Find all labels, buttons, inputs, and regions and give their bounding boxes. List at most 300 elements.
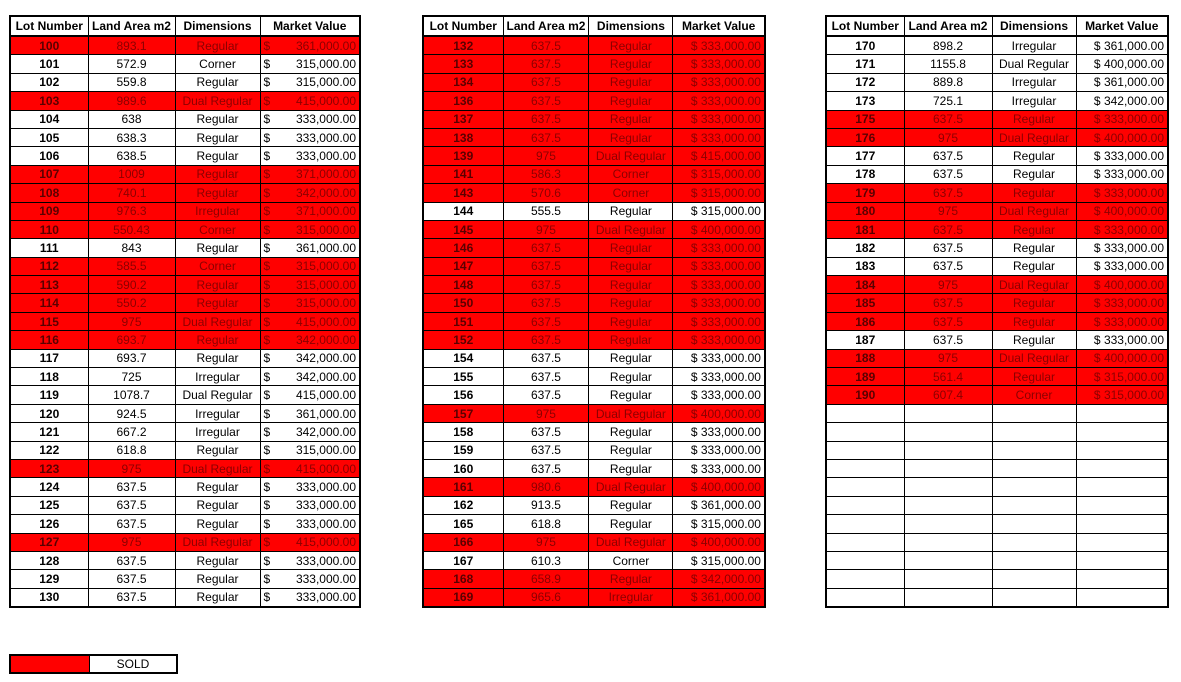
market-value-cell — [1076, 404, 1168, 422]
market-value-cell — [1076, 220, 1168, 238]
lot-number-cell: 115 — [10, 312, 88, 330]
dimensions-cell: Regular — [589, 331, 673, 349]
table-row — [10, 128, 360, 146]
table-row — [826, 239, 1168, 257]
table-row — [826, 165, 1168, 183]
currency-symbol: $ — [690, 277, 698, 292]
land-area-cell — [904, 551, 992, 569]
market-value-cell — [1076, 202, 1168, 220]
table-row — [826, 349, 1168, 367]
market-value-cell — [260, 36, 360, 55]
header-land-area: Land Area m2 — [904, 16, 992, 36]
table-row — [10, 110, 360, 128]
market-value-amount: 333,000.00 — [295, 590, 356, 605]
currency-symbol: $ — [690, 296, 698, 311]
table-row — [423, 220, 765, 238]
market-value-amount: 361,000.00 — [700, 498, 761, 513]
currency-symbol: $ — [690, 149, 698, 164]
dimensions-cell: Regular — [175, 331, 260, 349]
land-area-cell: 637.5 — [503, 312, 589, 330]
land-area-cell: 610.3 — [503, 551, 589, 569]
lot-number-cell: 176 — [826, 128, 904, 146]
land-area-cell: 637.5 — [503, 92, 589, 110]
currency-symbol: $ — [690, 553, 698, 568]
market-value-cell — [1076, 165, 1168, 183]
land-area-cell — [904, 588, 992, 607]
table-row — [826, 73, 1168, 91]
lot-number-cell: 123 — [10, 459, 88, 477]
currency-symbol: $ — [1093, 277, 1101, 292]
currency-symbol: $ — [690, 75, 698, 90]
lot-number-cell: 133 — [423, 55, 503, 73]
dimensions-cell: Irregular — [589, 588, 673, 607]
market-value-amount: 333,000.00 — [295, 130, 356, 145]
land-area-cell: 638.5 — [88, 147, 175, 165]
market-value-cell — [1076, 496, 1168, 514]
table-row — [10, 55, 360, 73]
table-row — [826, 312, 1168, 330]
lot-number-cell — [826, 478, 904, 496]
land-area-cell — [904, 441, 992, 459]
table-row — [826, 459, 1168, 477]
land-area-cell: 725 — [88, 368, 175, 386]
land-area-cell: 965.6 — [503, 588, 589, 607]
lot-number-cell: 165 — [423, 515, 503, 533]
table-row — [423, 404, 765, 422]
lot-number-cell: 167 — [423, 551, 503, 569]
market-value-amount: 333,000.00 — [1103, 222, 1164, 237]
market-value-cell — [673, 165, 765, 183]
table-row — [826, 202, 1168, 220]
dimensions-cell: Dual Regular — [175, 92, 260, 110]
market-value-cell — [673, 73, 765, 91]
table-row — [10, 294, 360, 312]
lot-number-cell: 139 — [423, 147, 503, 165]
lot-table-1 — [9, 15, 361, 608]
currency-symbol: $ — [1093, 57, 1101, 72]
land-area-cell: 924.5 — [88, 404, 175, 422]
currency-symbol: $ — [263, 38, 271, 53]
market-value-amount: 333,000.00 — [1103, 167, 1164, 182]
currency-symbol: $ — [263, 149, 271, 164]
market-value-cell — [260, 423, 360, 441]
dimensions-cell: Regular — [589, 36, 673, 55]
table-row — [423, 349, 765, 367]
table-row — [10, 220, 360, 238]
market-value-cell — [1076, 147, 1168, 165]
market-value-amount: 333,000.00 — [700, 369, 761, 384]
lot-number-cell: 150 — [423, 294, 503, 312]
market-value-amount: 342,000.00 — [295, 369, 356, 384]
market-value-cell — [1076, 423, 1168, 441]
market-value-cell — [1076, 92, 1168, 110]
land-area-cell: 913.5 — [503, 496, 589, 514]
market-value-amount: 315,000.00 — [295, 57, 356, 72]
lot-number-cell — [826, 423, 904, 441]
market-value-amount: 415,000.00 — [295, 93, 356, 108]
land-area-cell: 667.2 — [88, 423, 175, 441]
market-value-cell — [1076, 386, 1168, 404]
lot-number-cell — [826, 496, 904, 514]
dimensions-cell: Regular — [992, 331, 1076, 349]
currency-symbol: $ — [690, 590, 698, 605]
currency-symbol: $ — [690, 461, 698, 476]
land-area-cell: 637.5 — [503, 36, 589, 55]
lot-number-cell: 125 — [10, 496, 88, 514]
table-row — [423, 368, 765, 386]
header-dimensions: Dimensions — [992, 16, 1076, 36]
table-row — [10, 515, 360, 533]
market-value-amount: 333,000.00 — [700, 461, 761, 476]
market-value-cell — [1076, 349, 1168, 367]
lot-number-cell: 171 — [826, 55, 904, 73]
market-value-cell — [673, 570, 765, 588]
land-area-cell: 607.4 — [904, 386, 992, 404]
market-value-amount: 400,000.00 — [1103, 57, 1164, 72]
sold-color-swatch — [10, 655, 90, 673]
dimensions-cell — [992, 588, 1076, 607]
market-value-amount: 315,000.00 — [295, 75, 356, 90]
currency-symbol: $ — [690, 424, 698, 439]
lot-number-cell: 156 — [423, 386, 503, 404]
market-value-amount: 342,000.00 — [295, 332, 356, 347]
market-value-amount: 400,000.00 — [700, 222, 761, 237]
sold-legend-label: SOLD — [90, 655, 178, 673]
header-land-area: Land Area m2 — [503, 16, 589, 36]
table-row — [10, 551, 360, 569]
currency-symbol: $ — [1093, 296, 1101, 311]
lot-number-cell: 155 — [423, 368, 503, 386]
dimensions-cell: Corner — [992, 386, 1076, 404]
lot-number-cell: 183 — [826, 257, 904, 275]
dimensions-cell: Regular — [175, 184, 260, 202]
table-row — [10, 331, 360, 349]
market-value-amount: 333,000.00 — [1103, 149, 1164, 164]
market-value-cell — [260, 515, 360, 533]
table-row — [423, 239, 765, 257]
lot-number-cell: 188 — [826, 349, 904, 367]
land-area-cell: 975 — [88, 312, 175, 330]
lot-number-cell: 138 — [423, 128, 503, 146]
currency-symbol: $ — [263, 535, 271, 550]
table-row — [826, 294, 1168, 312]
table-row — [423, 294, 765, 312]
market-value-amount: 333,000.00 — [700, 259, 761, 274]
dimensions-cell: Corner — [175, 257, 260, 275]
market-value-cell — [1076, 570, 1168, 588]
dimensions-cell: Dual Regular — [175, 459, 260, 477]
market-value-amount: 400,000.00 — [1103, 277, 1164, 292]
currency-symbol: $ — [263, 240, 271, 255]
market-value-amount: 333,000.00 — [295, 480, 356, 495]
currency-symbol: $ — [263, 296, 271, 311]
lot-number-cell: 106 — [10, 147, 88, 165]
currency-symbol: $ — [1093, 149, 1101, 164]
land-area-cell: 975 — [904, 349, 992, 367]
dimensions-cell: Regular — [589, 110, 673, 128]
market-value-amount: 333,000.00 — [1103, 240, 1164, 255]
currency-symbol: $ — [690, 388, 698, 403]
land-area-cell: 637.5 — [904, 110, 992, 128]
land-area-cell: 980.6 — [503, 478, 589, 496]
lot-number-cell: 147 — [423, 257, 503, 275]
market-value-cell — [260, 220, 360, 238]
land-area-cell: 975 — [503, 147, 589, 165]
land-area-cell: 590.2 — [88, 276, 175, 294]
market-value-amount: 342,000.00 — [295, 424, 356, 439]
market-value-amount: 333,000.00 — [700, 93, 761, 108]
market-value-amount: 400,000.00 — [1103, 351, 1164, 366]
market-value-amount: 333,000.00 — [1103, 296, 1164, 311]
market-value-amount: 415,000.00 — [295, 314, 356, 329]
market-value-amount: 333,000.00 — [700, 351, 761, 366]
market-value-amount: 415,000.00 — [295, 535, 356, 550]
currency-symbol: $ — [1093, 112, 1101, 127]
lot-number-cell: 187 — [826, 331, 904, 349]
lot-number-cell: 143 — [423, 184, 503, 202]
table-row — [826, 36, 1168, 55]
market-value-cell — [673, 331, 765, 349]
market-value-amount: 333,000.00 — [295, 516, 356, 531]
dimensions-cell: Regular — [589, 570, 673, 588]
market-value-amount: 333,000.00 — [1103, 112, 1164, 127]
dimensions-cell: Regular — [992, 239, 1076, 257]
market-value-amount: 315,000.00 — [295, 277, 356, 292]
dimensions-cell: Dual Regular — [992, 55, 1076, 73]
market-value-amount: 361,000.00 — [1103, 75, 1164, 90]
currency-symbol: $ — [263, 498, 271, 513]
table-row — [10, 239, 360, 257]
table-row — [10, 36, 360, 55]
market-value-amount: 415,000.00 — [295, 461, 356, 476]
table-row — [10, 202, 360, 220]
currency-symbol: $ — [690, 516, 698, 531]
market-value-amount: 361,000.00 — [1103, 38, 1164, 53]
table-row — [826, 570, 1168, 588]
dimensions-cell: Corner — [175, 55, 260, 73]
header-market-value: Market Value — [673, 16, 765, 36]
land-area-cell: 658.9 — [503, 570, 589, 588]
lot-number-cell: 168 — [423, 570, 503, 588]
table-row — [423, 73, 765, 91]
market-value-cell — [260, 202, 360, 220]
lot-number-cell: 152 — [423, 331, 503, 349]
currency-symbol: $ — [690, 572, 698, 587]
lot-number-cell: 137 — [423, 110, 503, 128]
currency-symbol: $ — [263, 443, 271, 458]
currency-symbol: $ — [690, 167, 698, 182]
land-area-cell: 637.5 — [503, 423, 589, 441]
table-row — [826, 92, 1168, 110]
dimensions-cell: Dual Regular — [992, 276, 1076, 294]
market-value-cell — [673, 55, 765, 73]
market-value-cell — [1076, 331, 1168, 349]
market-value-amount: 361,000.00 — [295, 38, 356, 53]
table-row — [10, 184, 360, 202]
table-row — [423, 496, 765, 514]
dimensions-cell: Regular — [175, 110, 260, 128]
lot-table-2 — [422, 15, 766, 608]
land-area-cell: 637.5 — [88, 478, 175, 496]
dimensions-cell — [992, 551, 1076, 569]
table-row — [423, 55, 765, 73]
market-value-amount: 333,000.00 — [295, 498, 356, 513]
table-row — [826, 110, 1168, 128]
lot-number-cell: 104 — [10, 110, 88, 128]
lot-number-cell — [826, 404, 904, 422]
currency-symbol: $ — [263, 167, 271, 182]
land-area-cell: 637.5 — [904, 294, 992, 312]
land-area-cell: 637.5 — [503, 294, 589, 312]
table-row — [10, 386, 360, 404]
table-row — [423, 110, 765, 128]
lot-number-cell: 160 — [423, 459, 503, 477]
dimensions-cell: Regular — [175, 276, 260, 294]
dimensions-cell — [992, 496, 1076, 514]
lot-number-cell: 129 — [10, 570, 88, 588]
dimensions-cell: Dual Regular — [589, 147, 673, 165]
market-value-cell — [260, 349, 360, 367]
lot-number-cell: 184 — [826, 276, 904, 294]
land-area-cell: 585.5 — [88, 257, 175, 275]
lot-number-cell: 157 — [423, 404, 503, 422]
market-value-cell — [673, 147, 765, 165]
table-row — [423, 551, 765, 569]
currency-symbol: $ — [263, 553, 271, 568]
header-row — [826, 16, 1168, 36]
dimensions-cell — [992, 533, 1076, 551]
market-value-cell — [673, 312, 765, 330]
market-value-amount: 333,000.00 — [700, 388, 761, 403]
dimensions-cell: Regular — [589, 55, 673, 73]
land-area-cell: 975 — [904, 276, 992, 294]
lot-number-cell: 136 — [423, 92, 503, 110]
lot-number-cell: 111 — [10, 239, 88, 257]
dimensions-cell: Dual Regular — [589, 533, 673, 551]
dimensions-cell: Regular — [992, 220, 1076, 238]
currency-symbol: $ — [263, 424, 271, 439]
market-value-amount: 315,000.00 — [700, 185, 761, 200]
market-value-cell — [1076, 551, 1168, 569]
market-value-amount: 333,000.00 — [295, 112, 356, 127]
lot-number-cell: 145 — [423, 220, 503, 238]
currency-symbol: $ — [263, 259, 271, 274]
land-area-cell: 889.8 — [904, 73, 992, 91]
currency-symbol: $ — [263, 112, 271, 127]
currency-symbol: $ — [263, 130, 271, 145]
currency-symbol: $ — [690, 498, 698, 513]
lot-number-cell: 113 — [10, 276, 88, 294]
currency-symbol: $ — [1093, 314, 1101, 329]
dimensions-cell: Regular — [175, 73, 260, 91]
dimensions-cell: Regular — [589, 423, 673, 441]
dimensions-cell: Irregular — [175, 368, 260, 386]
lot-number-cell: 109 — [10, 202, 88, 220]
lot-number-cell: 100 — [10, 36, 88, 55]
market-value-cell — [1076, 368, 1168, 386]
header-land-area: Land Area m2 — [88, 16, 175, 36]
dimensions-cell: Regular — [175, 441, 260, 459]
dimensions-cell: Dual Regular — [175, 312, 260, 330]
currency-symbol: $ — [690, 406, 698, 421]
land-area-cell: 637.5 — [503, 349, 589, 367]
dimensions-cell: Regular — [992, 294, 1076, 312]
dimensions-cell: Irregular — [175, 423, 260, 441]
land-area-cell: 637.5 — [904, 257, 992, 275]
land-area-cell: 618.8 — [88, 441, 175, 459]
currency-symbol: $ — [1093, 388, 1101, 403]
market-value-cell — [1076, 294, 1168, 312]
lot-number-cell: 114 — [10, 294, 88, 312]
market-value-amount: 315,000.00 — [295, 296, 356, 311]
table-row — [10, 165, 360, 183]
table-row — [10, 404, 360, 422]
market-value-amount: 315,000.00 — [700, 553, 761, 568]
market-value-amount: 415,000.00 — [295, 388, 356, 403]
land-area-cell: 1078.7 — [88, 386, 175, 404]
land-area-cell — [904, 459, 992, 477]
table-row — [10, 147, 360, 165]
market-value-amount: 333,000.00 — [295, 572, 356, 587]
header-dimensions: Dimensions — [175, 16, 260, 36]
dimensions-cell: Corner — [175, 220, 260, 238]
market-value-cell — [673, 588, 765, 607]
table-row — [10, 368, 360, 386]
market-value-amount: 333,000.00 — [700, 240, 761, 255]
land-area-cell — [904, 404, 992, 422]
table-row — [10, 533, 360, 551]
table-row — [826, 588, 1168, 607]
market-value-cell — [1076, 478, 1168, 496]
land-area-cell: 637.5 — [904, 312, 992, 330]
currency-symbol: $ — [263, 590, 271, 605]
lot-number-cell: 158 — [423, 423, 503, 441]
lot-number-cell: 132 — [423, 36, 503, 55]
lot-table-3 — [825, 15, 1169, 608]
lot-number-cell: 120 — [10, 404, 88, 422]
dimensions-cell: Irregular — [175, 404, 260, 422]
lot-number-cell: 130 — [10, 588, 88, 607]
dimensions-cell: Regular — [175, 551, 260, 569]
market-value-amount: 415,000.00 — [700, 149, 761, 164]
table-row — [826, 404, 1168, 422]
dimensions-cell: Regular — [589, 496, 673, 514]
land-area-cell: 976.3 — [88, 202, 175, 220]
market-value-amount: 361,000.00 — [700, 590, 761, 605]
market-value-cell — [673, 496, 765, 514]
dimensions-cell: Regular — [992, 257, 1076, 275]
dimensions-cell: Regular — [992, 312, 1076, 330]
table-row — [10, 570, 360, 588]
lot-number-cell: 124 — [10, 478, 88, 496]
market-value-cell — [260, 588, 360, 607]
table-row — [423, 276, 765, 294]
land-area-cell: 843 — [88, 239, 175, 257]
table-row — [10, 459, 360, 477]
land-area-cell: 586.3 — [503, 165, 589, 183]
table-row — [826, 441, 1168, 459]
table-row — [826, 220, 1168, 238]
market-value-cell — [673, 128, 765, 146]
market-value-amount: 315,000.00 — [700, 204, 761, 219]
currency-symbol: $ — [1093, 351, 1101, 366]
currency-symbol: $ — [263, 314, 271, 329]
dimensions-cell: Regular — [175, 294, 260, 312]
lot-number-cell: 162 — [423, 496, 503, 514]
market-value-cell — [1076, 257, 1168, 275]
dimensions-cell: Corner — [589, 165, 673, 183]
lot-number-cell: 126 — [10, 515, 88, 533]
